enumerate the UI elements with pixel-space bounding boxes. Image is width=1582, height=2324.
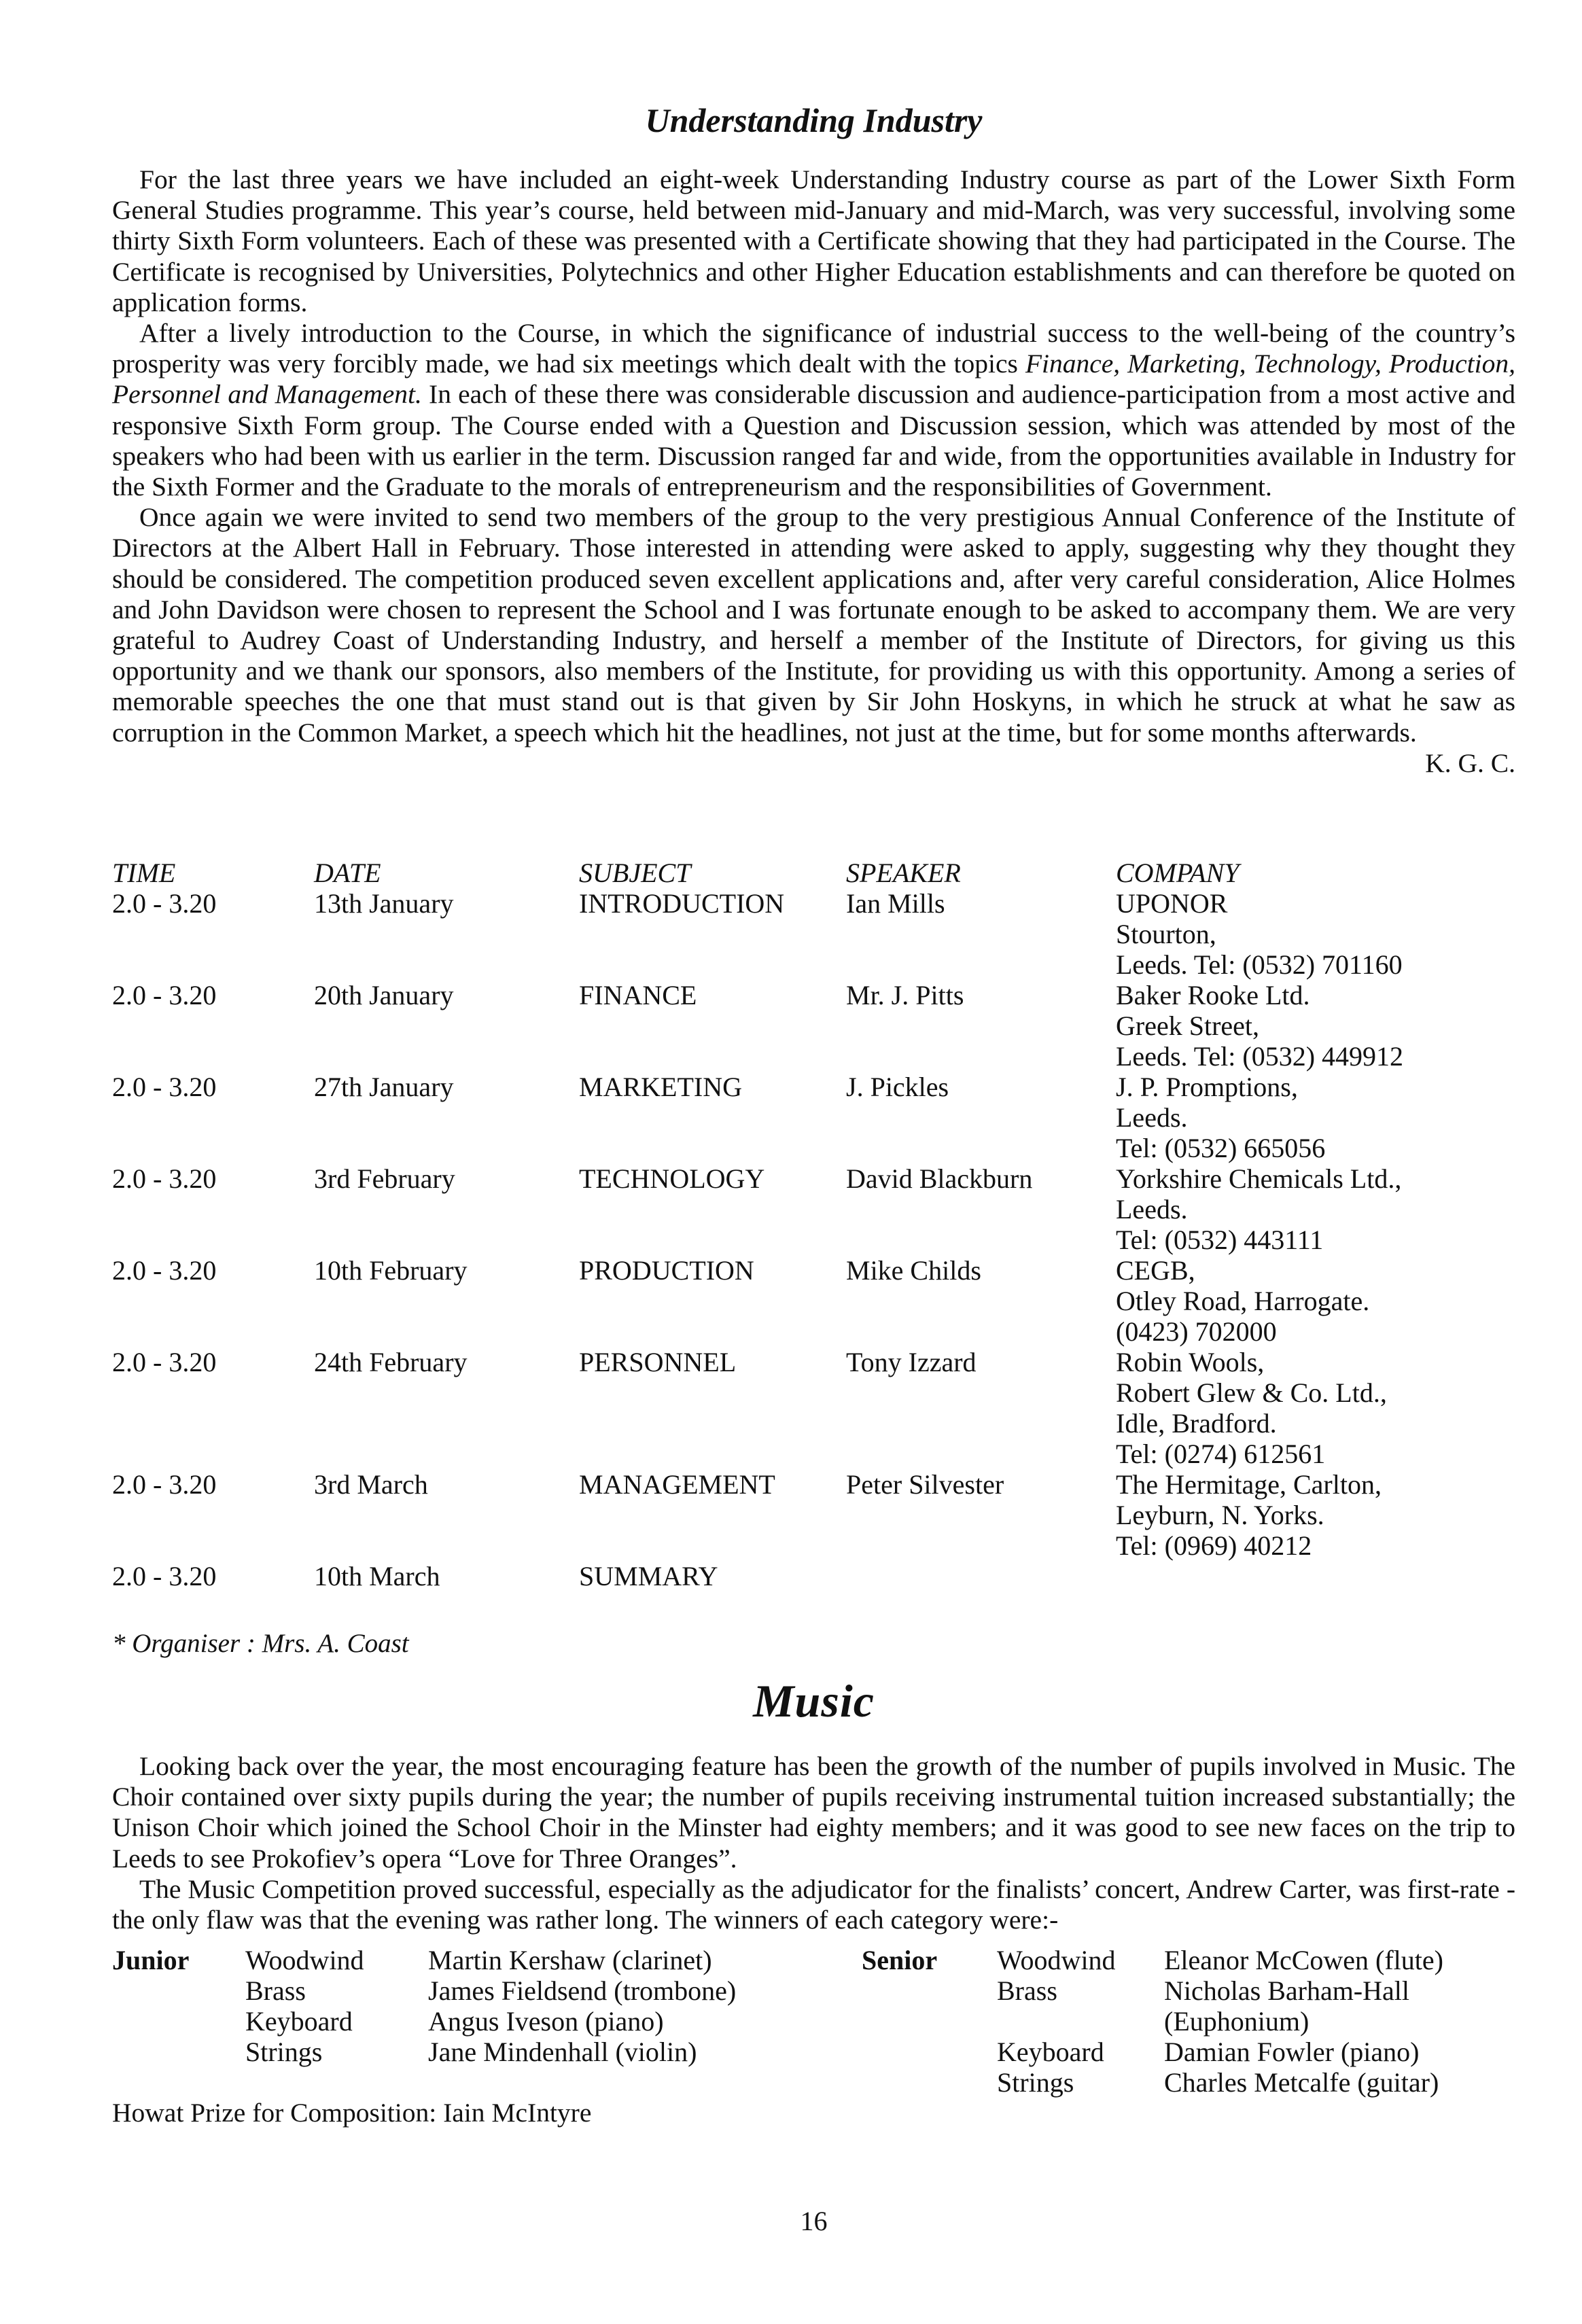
table-body	[112, 888, 1515, 1591]
cell-date: 20th January	[314, 980, 454, 1010]
cell-subject: MARKETING	[579, 1072, 742, 1102]
paragraph-text: After a lively introduction to the Course, in which the significance of industrial success to the well-being of the country’s prosperity was very forcibly made, we had six meetings which dealt with the topics	[112, 318, 1515, 379]
cell-time: 2.0 - 3.20	[112, 1163, 217, 1194]
cell-time: 2.0 - 3.20	[112, 1347, 217, 1377]
section-title-understanding-industry: Understanding Industry	[645, 101, 983, 139]
table-row	[112, 888, 1515, 980]
category-label: Woodwind	[245, 1945, 364, 1975]
table-row	[112, 1163, 1515, 1255]
winner-name: Jane Mindenhall (violin)	[428, 2037, 697, 2067]
company-line: CEGB,	[1116, 1255, 1195, 1286]
cell-company	[1116, 1347, 1387, 1469]
company-line: Baker Rooke Ltd.	[1116, 980, 1310, 1010]
cell-subject: PRODUCTION	[579, 1255, 754, 1286]
schedule-table	[112, 858, 1515, 1591]
table-row	[112, 1469, 1515, 1561]
cell-speaker: Ian Mills	[846, 888, 945, 919]
company-line: J. P. Promptions,	[1116, 1072, 1298, 1102]
table-row	[112, 980, 1515, 1072]
company-line: Leeds. Tel: (0532) 701160	[1116, 949, 1403, 980]
category-label: Strings	[997, 2067, 1074, 2098]
company-line: Tel: (0532) 443111	[1116, 1225, 1324, 1255]
cell-time: 2.0 - 3.20	[112, 1255, 217, 1286]
table-header	[112, 858, 1515, 888]
header-subject: SUBJECT	[579, 858, 691, 888]
company-line: UPONOR	[1116, 888, 1228, 919]
table-row	[112, 1072, 1515, 1163]
company-line: Leeds. Tel: (0532) 449912	[1116, 1041, 1404, 1072]
category-label: Strings	[245, 2037, 323, 2067]
cell-company	[1116, 1469, 1382, 1561]
company-line: Robin Wools,	[1116, 1347, 1265, 1377]
cell-date: 10th March	[314, 1561, 440, 1591]
page	[112, 0, 1515, 2324]
company-line: Leeds.	[1116, 1102, 1188, 1133]
header-date: DATE	[314, 858, 381, 888]
company-line: Tel: (0969) 40212	[1116, 1530, 1312, 1561]
paragraph: Once again we were invited to send two members of the group to the very prestigious Annual Conference of the Institute of Directors at the Albert Hall in February. Those interested in attending were asked to apply, suggesting why they thought they should be considered. The competition produced seven excellent applications and, after very careful consideration, Alice Holmes and John Davidson were chosen to represent the School and I was fortunate enough to be asked to accompany them. We are very grateful to Audrey Coast of Understanding Industry, and herself a member of the Institute of Directors, for giving us this opportunity and we thank our sponsors, also members of the Institute, for providing us with this opportunity. Among a series of memorable speeches the one that must stand out is that given by Sir John Hoskyns, in which he struck at what he saw as corruption in the Common Market, a speech which hit the headlines, not just at the time, but for some months afterwards.	[112, 502, 1515, 747]
winner-name: James Fieldsend (trombone)	[428, 1975, 737, 2006]
paragraph: Looking back over the year, the most encouraging feature has been the growth of the number of pupils involved in Music. The Choir contained over sixty pupils during the year; the number of pupils receiving instrumental tuition increased substantially; the Unison Choir which joined the School Choir in the Minster had eighty members; and it was good to see new faces on the trip to Leeds to see Prokofiev’s opera “Love for Three Oranges”.	[112, 1751, 1515, 1873]
junior-label: Junior	[112, 1945, 190, 1975]
cell-speaker: Mr. J. Pitts	[846, 980, 964, 1010]
cell-date: 27th January	[314, 1072, 454, 1102]
cell-time: 2.0 - 3.20	[112, 1469, 217, 1500]
cell-subject: INTRODUCTION	[579, 888, 785, 919]
cell-date: 10th February	[314, 1255, 468, 1286]
category-label: Keyboard	[245, 2006, 353, 2037]
cell-subject: MANAGEMENT	[579, 1469, 775, 1500]
organiser-note: * Organiser : Mrs. A. Coast	[112, 1629, 409, 1658]
cell-speaker: Tony Izzard	[846, 1347, 977, 1377]
cell-date: 3rd March	[314, 1469, 428, 1500]
composition-prize: Howat Prize for Composition: Iain McIntyre	[112, 2098, 592, 2128]
understanding-body	[112, 164, 1515, 779]
header-company: COMPANY	[1116, 858, 1240, 888]
paragraph: For the last three years we have included an eight-week Understanding Industry course as part of the Lower Sixth Form General Studies programme. This year’s course, held between mid-January and mid-March, was very successful, involving some thirty Sixth Form volunteers. Each of these was presented with a Certificate showing that they had participated in the Course. The Certificate is recognised by Universities, Polytechnics and other Higher Education establishments and can therefore be quoted on application forms.	[112, 164, 1515, 317]
cell-company	[1116, 1072, 1325, 1163]
author-initials: K. G. C.	[1425, 747, 1515, 778]
cell-company	[1116, 1163, 1401, 1255]
company-line: The Hermitage, Carlton,	[1116, 1469, 1382, 1500]
winner-name: (Euphonium)	[1164, 2006, 1309, 2037]
company-line: Robert Glew & Co. Ltd.,	[1116, 1377, 1387, 1408]
cell-date: 13th January	[314, 888, 454, 919]
paragraph-text: In each of these there was considerable discussion and audience-participation from a most active and responsive Sixth Form group. The Course ended with a Question and Discussion session, which was attended by most of the speakers who had been with us earlier in the term. Discussion ranged far and wide, from the opportunities available in Industry for the Sixth Former and the Graduate to the morals of entrepreneurism and the responsibilities of Government.	[112, 379, 1515, 502]
header-time: TIME	[112, 858, 176, 888]
company-line: Leyburn, N. Yorks.	[1116, 1500, 1324, 1530]
senior-label: Senior	[862, 1945, 938, 1975]
table-row	[112, 1561, 1515, 1591]
section-title-music: Music	[753, 1675, 875, 1727]
company-line: Tel: (0532) 665056	[1116, 1133, 1326, 1163]
cell-time: 2.0 - 3.20	[112, 1072, 217, 1102]
cell-company	[1116, 888, 1403, 980]
company-line: Idle, Bradford.	[1116, 1408, 1277, 1439]
table-row	[112, 1347, 1515, 1469]
winner-name: Angus Iveson (piano)	[428, 2006, 664, 2037]
cell-company	[1116, 980, 1403, 1072]
category-label: Woodwind	[997, 1945, 1116, 1975]
cell-company	[1116, 1255, 1369, 1347]
company-line: Leeds.	[1116, 1194, 1188, 1225]
category-label: Brass	[245, 1975, 306, 2006]
winner-name: Nicholas Barham-Hall	[1164, 1975, 1409, 2006]
cell-subject: FINANCE	[579, 980, 697, 1010]
winner-name: Eleanor McCowen (flute)	[1164, 1945, 1443, 1975]
category-label: Brass	[997, 1975, 1057, 2006]
paragraph: The Music Competition proved successful, especially as the adjudicator for the finalists’ concert, Andrew Carter, was first-rate - the only flaw was that the evening was rather long. The winners of each category were:-	[112, 1873, 1515, 1935]
winner-name: Charles Metcalfe (guitar)	[1164, 2067, 1439, 2098]
cell-speaker: Mike Childs	[846, 1255, 981, 1286]
cell-speaker: David Blackburn	[846, 1163, 1033, 1194]
cell-speaker: Peter Silvester	[846, 1469, 1004, 1500]
cell-subject: PERSONNEL	[579, 1347, 737, 1377]
company-line: Otley Road, Harrogate.	[1116, 1286, 1370, 1316]
cell-subject: SUMMARY	[579, 1561, 718, 1591]
cell-date: 3rd February	[314, 1163, 455, 1194]
header-speaker: SPEAKER	[846, 858, 961, 888]
cell-time: 2.0 - 3.20	[112, 888, 217, 919]
winner-name: Damian Fowler (piano)	[1164, 2037, 1420, 2067]
cell-date: 24th February	[314, 1347, 468, 1377]
cell-time: 2.0 - 3.20	[112, 1561, 217, 1591]
cell-speaker: J. Pickles	[846, 1072, 949, 1102]
category-label: Keyboard	[997, 2037, 1104, 2067]
table-row	[112, 1255, 1515, 1347]
cell-subject: TECHNOLOGY	[579, 1163, 765, 1194]
paragraph	[112, 318, 1515, 502]
company-line: Tel: (0274) 612561	[1116, 1439, 1326, 1469]
winner-name: Martin Kershaw (clarinet)	[428, 1945, 712, 1975]
cell-time: 2.0 - 3.20	[112, 980, 217, 1010]
company-line: Greek Street,	[1116, 1010, 1260, 1041]
music-body	[112, 1751, 1515, 1935]
page-number: 16	[800, 2206, 828, 2236]
topics-list: Finance, Marketing, Technology, Production, Personnel and Management.	[112, 349, 1515, 410]
company-line: Stourton,	[1116, 919, 1216, 949]
company-line: Yorkshire Chemicals Ltd.,	[1116, 1163, 1402, 1194]
company-line: (0423) 702000	[1116, 1316, 1277, 1347]
